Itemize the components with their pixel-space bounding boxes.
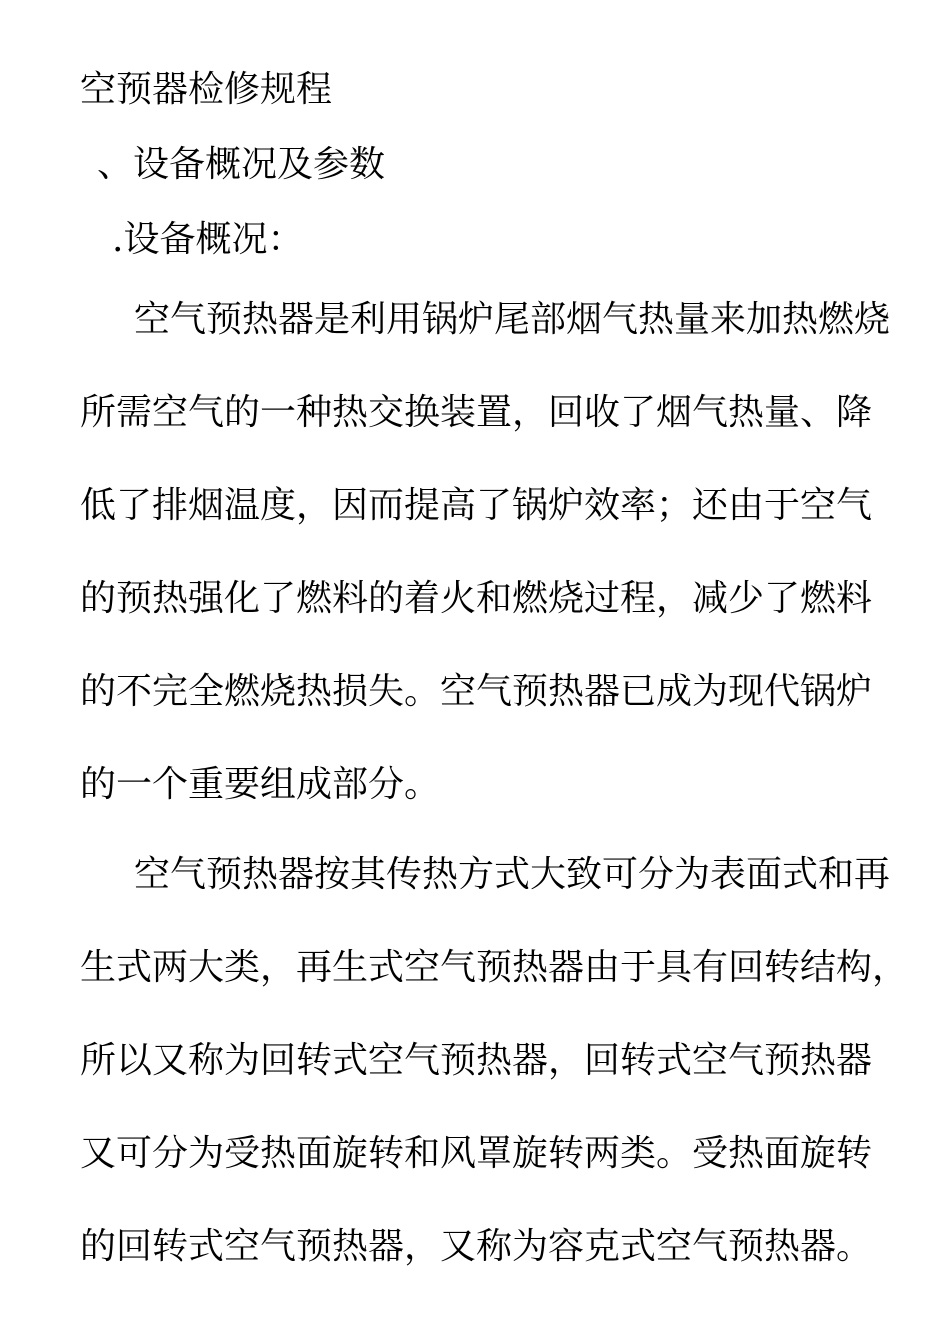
paragraph-line: 低了排烟温度，因而提高了锅炉效率；还由于空气	[80, 485, 873, 526]
document-title: 空预器检修规程	[80, 69, 333, 110]
paragraph-line: 的一个重要组成部分。	[80, 764, 441, 805]
paragraph-line: 生式两大类，再生式空气预热器由于具有回转结构，	[80, 947, 909, 988]
paragraph-line: 所以又称为回转式空气预热器，回转式空气预热器	[80, 1040, 873, 1081]
paragraph-line: 空气预热器是利用锅炉尾部烟气热量来加热燃烧	[134, 299, 891, 340]
paragraph-line: 空气预热器按其传热方式大致可分为表面式和再	[134, 854, 891, 895]
paragraph-line: 的回转式空气预热器，又称为容克式空气预热器。	[80, 1226, 873, 1267]
paragraph-line: 的不完全燃烧热损失。空气预热器已成为现代锅炉	[80, 671, 873, 712]
paragraph-line: 的预热强化了燃料的着火和燃烧过程，减少了燃料	[80, 578, 873, 619]
paragraph-line: 又可分为受热面旋转和风罩旋转两类。受热面旋转	[80, 1133, 873, 1174]
paragraph-2	[80, 854, 909, 1320]
subsection-heading: .设备概况：	[112, 219, 304, 260]
paragraph-line: 所需空气的一种热交换装置，回收了烟气热量、降	[80, 392, 873, 433]
paragraph-1	[80, 299, 891, 858]
section-heading: 、设备概况及参数	[97, 144, 386, 185]
